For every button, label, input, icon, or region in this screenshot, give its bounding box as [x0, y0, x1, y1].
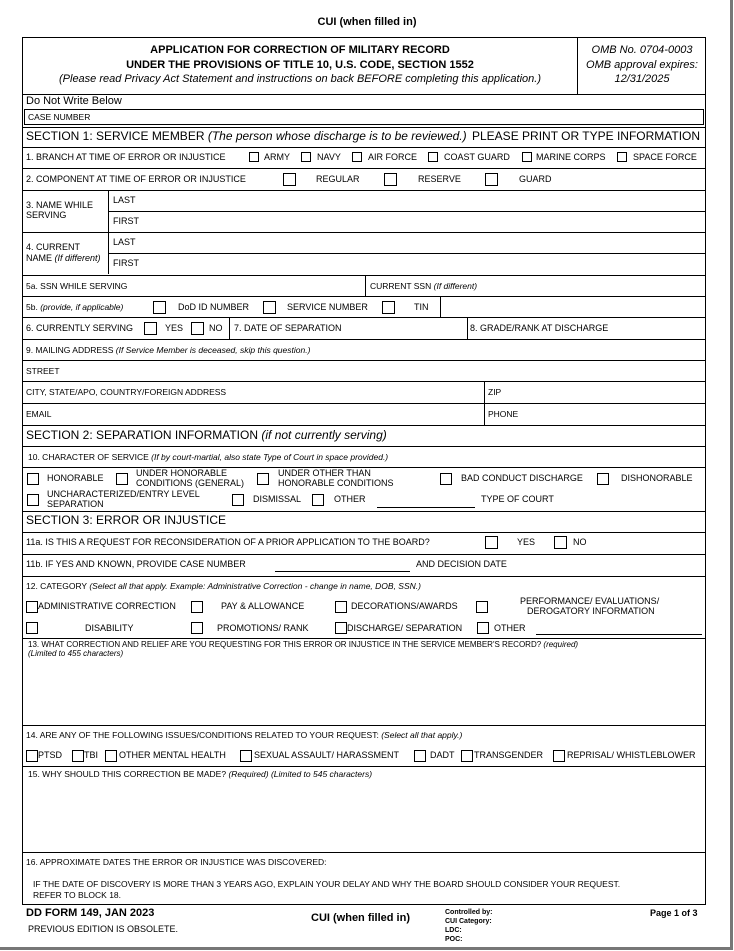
city-label: CITY, STATE/APO, COUNTRY/FOREIGN ADDRESS [26, 387, 227, 397]
q13-label: 13. WHAT CORRECTION AND RELIEF ARE YOU REQUESTING FOR THIS ERROR OR INJUSTICE IN THE SERVICE MEMBER'S RECORD? (required) [28, 640, 579, 649]
decision-date-label: AND DECISION DATE [416, 559, 507, 569]
reconsideration-no-checkbox[interactable] [554, 536, 567, 549]
promotions-label: PROMOTIONS/ RANK [217, 623, 309, 633]
dadt-label: DADT [430, 750, 455, 760]
reserve-label: RESERVE [418, 174, 461, 184]
q15-label: 15. WHY SHOULD THIS CORRECTION BE MADE? (Required) (Limited to 545 characters) [28, 769, 373, 779]
q11b-label: 11b. IF YES AND KNOWN, PROVIDE CASE NUMBER [26, 559, 246, 569]
marine-corps-checkbox[interactable] [522, 152, 532, 162]
page-number: Page 1 of 3 [650, 908, 698, 918]
uncharacterized-checkbox[interactable] [27, 494, 39, 506]
q4-label-2: NAME (If different) [26, 253, 101, 263]
q6-label: 6. CURRENTLY SERVING [26, 323, 134, 333]
cui-header: CUI (when filled in) [317, 16, 417, 28]
q16-instruction-2: REFER TO BLOCK 18. [33, 890, 122, 900]
q2-label: 2. COMPONENT AT TIME OF ERROR OR INJUSTICE [26, 174, 246, 184]
air-force-label: AIR FORCE [368, 152, 418, 162]
pay-checkbox[interactable] [191, 601, 203, 613]
q7-label: 7. DATE OF SEPARATION [234, 323, 342, 333]
do-not-write-label: Do Not Write Below [26, 95, 122, 107]
navy-label: NAVY [317, 152, 341, 162]
navy-checkbox[interactable] [301, 152, 311, 162]
q11a-label: 11a. IS THIS A REQUEST FOR RECONSIDERATION OF A PRIOR APPLICATION TO THE BOARD? [26, 537, 430, 547]
q3-first-input[interactable] [150, 212, 700, 231]
discharge-checkbox[interactable] [335, 622, 347, 634]
transgender-checkbox[interactable] [461, 750, 473, 762]
dadt-checkbox[interactable] [414, 750, 426, 762]
poc-label: POC: [445, 936, 463, 943]
q13-textarea[interactable] [26, 662, 702, 722]
dismissal-checkbox[interactable] [232, 494, 244, 506]
form-title-2: UNDER THE PROVISIONS OF TITLE 10, U.S. CODE, SECTION 1552 [126, 59, 474, 71]
q16-label: 16. APPROXIMATE DATES THE ERROR OR INJUSTICE WAS DISCOVERED: [26, 857, 327, 867]
previous-edition: PREVIOUS EDITION IS OBSOLETE. [28, 924, 179, 934]
other-char-checkbox[interactable] [312, 494, 324, 506]
coast-guard-checkbox[interactable] [428, 152, 438, 162]
other-char-line [377, 507, 475, 508]
dishonorable-label: DISHONORABLE [621, 473, 693, 483]
q8-label: 8. GRADE/RANK AT DISCHARGE [470, 323, 609, 333]
reprisal-label: REPRISAL/ WHISTLEBLOWER [567, 750, 696, 760]
discharge-label: DISCHARGE/ SEPARATION [347, 623, 463, 633]
pay-label: PAY & ALLOWANCE [221, 601, 305, 611]
bcd-label: BAD CONDUCT DISCHARGE [461, 473, 583, 483]
q14-label: 14. ARE ANY OF THE FOLLOWING ISSUES/CONDITIONS RELATED TO YOUR REQUEST: (Select all that apply.) [26, 730, 463, 740]
service-number-checkbox[interactable] [263, 301, 276, 314]
army-label: ARMY [264, 152, 291, 162]
omb-date: 12/31/2025 [614, 73, 670, 85]
tin-label: TIN [414, 302, 429, 312]
q15-textarea[interactable] [26, 782, 702, 850]
air-force-checkbox[interactable] [352, 152, 362, 162]
coast-guard-label: COAST GUARD [444, 152, 510, 162]
bcd-checkbox[interactable] [440, 473, 452, 485]
court-type-label: TYPE OF COURT [481, 494, 554, 504]
q1-label: 1. BRANCH AT TIME OF ERROR OR INJUSTICE [26, 152, 226, 162]
q3-label-1: 3. NAME WHILE [26, 200, 94, 210]
marine-corps-label: MARINE CORPS [536, 152, 606, 162]
dod-id-checkbox[interactable] [153, 301, 166, 314]
general-label-2: CONDITIONS (GENERAL) [136, 478, 245, 488]
other-char-label: OTHER [334, 494, 366, 504]
reconsideration-yes-label: YES [517, 537, 536, 547]
q3-label-2: SERVING [26, 210, 67, 220]
sexual-assault-checkbox[interactable] [240, 750, 252, 762]
oth-label-1: UNDER OTHER THAN [278, 468, 371, 478]
zip-label: ZIP [488, 387, 502, 397]
serving-no-label: NO [209, 323, 223, 333]
dod-id-label: DoD ID NUMBER [178, 302, 250, 312]
general-checkbox[interactable] [116, 473, 128, 485]
q5b-label: 5b. (provide, if applicable) [26, 302, 124, 312]
admin-correction-label: ADMINISTRATIVE CORRECTION [38, 601, 176, 611]
street-label: STREET [26, 366, 60, 376]
uncharacterized-label-1: UNCHARACTERIZED/ENTRY LEVEL [47, 489, 200, 499]
regular-label: REGULAR [316, 174, 360, 184]
other-mental-health-label: OTHER MENTAL HEALTH [119, 750, 226, 760]
q4-label-1: 4. CURRENT [26, 242, 81, 252]
oth-label-2: HONORABLE CONDITIONS [278, 478, 394, 488]
guard-checkbox[interactable] [485, 173, 498, 186]
oth-checkbox[interactable] [257, 473, 269, 485]
other-category-line [536, 634, 702, 635]
guard-label: GUARD [519, 174, 552, 184]
uncharacterized-label-2: SEPARATION [47, 499, 104, 509]
section3-title: SECTION 3: ERROR OR INJUSTICE [26, 513, 227, 527]
form-subtitle: (Please read Privacy Act Statement and instructions on back BEFORE completing this application.) [59, 73, 541, 85]
section1-print-note: PLEASE PRINT OR TYPE INFORMATION [472, 129, 701, 143]
cui-category: CUI Category: [445, 918, 492, 925]
sexual-assault-label: SEXUAL ASSAULT/ HARASSMENT [254, 750, 400, 760]
reserve-checkbox[interactable] [384, 173, 397, 186]
q4-last-label: LAST [113, 237, 136, 247]
performance-label-2: DEROGATORY INFORMATION [527, 606, 655, 616]
q12-label: 12. CATEGORY (Select all that apply. Example: Administrative Correction - change in name, DOB, SSN.) [26, 581, 421, 591]
promotions-checkbox[interactable] [191, 622, 203, 634]
decorations-checkbox[interactable] [335, 601, 347, 613]
ptsd-checkbox[interactable] [26, 750, 38, 762]
reprisal-checkbox[interactable] [553, 750, 565, 762]
q3-last-input[interactable] [150, 191, 700, 210]
disability-checkbox[interactable] [26, 622, 38, 634]
ptsd-label: PTSD [38, 750, 63, 760]
q4-last-input[interactable] [150, 233, 700, 252]
case-number-line [275, 571, 410, 572]
omb-expires: OMB approval expires: [586, 59, 698, 71]
case-number-field [24, 109, 704, 125]
form-number: DD FORM 149, JAN 2023 [26, 907, 155, 919]
general-label-1: UNDER HONORABLE [136, 468, 228, 478]
reconsideration-yes-checkbox[interactable] [485, 536, 498, 549]
case-number-label: CASE NUMBER [28, 112, 91, 122]
honorable-label: HONORABLE [47, 473, 104, 483]
honorable-checkbox[interactable] [27, 473, 39, 485]
q4-first-input[interactable] [150, 254, 700, 273]
service-number-label: SERVICE NUMBER [287, 302, 368, 312]
q4-first-label: FIRST [113, 258, 139, 268]
ldc-label: LDC: [445, 927, 462, 934]
q16-instruction-1: IF THE DATE OF DISCOVERY IS MORE THAN 3 YEARS AGO, EXPLAIN YOUR DELAY AND WHY THE BOARD SHOULD CONSIDER YOUR REQUEST. [33, 879, 621, 889]
q13-limit: (Limited to 455 characters) [28, 649, 124, 658]
dismissal-label: DISMISSAL [253, 494, 302, 504]
tbi-label: TBI [84, 750, 99, 760]
q9-label: 9. MAILING ADDRESS (If Service Member is deceased, skip this question.) [26, 345, 311, 355]
email-label: EMAIL [26, 409, 52, 419]
other-category-label: OTHER [494, 623, 526, 633]
omb-number: OMB No. 0704-0003 [591, 44, 693, 56]
tin-checkbox[interactable] [382, 301, 395, 314]
q10-label: 10. CHARACTER OF SERVICE (If by court-martial, also state Type of Court in space provided.) [28, 452, 389, 462]
dishonorable-checkbox[interactable] [597, 473, 609, 485]
phone-label: PHONE [488, 409, 519, 419]
army-checkbox[interactable] [249, 152, 259, 162]
cui-footer: CUI (when filled in) [311, 912, 410, 924]
reconsideration-no-label: NO [573, 537, 587, 547]
q3-first-label: FIRST [113, 216, 139, 226]
section2-title: SECTION 2: SEPARATION INFORMATION (if not currently serving) [26, 428, 387, 442]
disability-label: DISABILITY [85, 623, 134, 633]
serving-no-checkbox[interactable] [191, 322, 204, 335]
section1-title: SECTION 1: SERVICE MEMBER (The person whose discharge is to be reviewed.) [26, 129, 467, 143]
transgender-label: TRANSGENDER [474, 750, 544, 760]
serving-yes-label: YES [165, 323, 184, 333]
decorations-label: DECORATIONS/AWARDS [351, 601, 458, 611]
other-category-checkbox[interactable] [477, 622, 489, 634]
serving-yes-checkbox[interactable] [144, 322, 157, 335]
performance-checkbox[interactable] [476, 601, 488, 613]
q3-last-label: LAST [113, 195, 136, 205]
current-ssn-label: CURRENT SSN (If different) [370, 281, 478, 291]
form-title-1: APPLICATION FOR CORRECTION OF MILITARY RECORD [150, 44, 450, 56]
performance-label-1: PERFORMANCE/ EVALUATIONS/ [520, 596, 660, 606]
other-mental-health-checkbox[interactable] [105, 750, 117, 762]
q5a-label: 5a. SSN WHILE SERVING [26, 281, 128, 291]
controlled-by: Controlled by: [445, 909, 493, 916]
space-force-label: SPACE FORCE [633, 152, 697, 162]
space-force-checkbox[interactable] [617, 152, 627, 162]
regular-checkbox[interactable] [283, 173, 296, 186]
admin-correction-checkbox[interactable] [26, 601, 38, 613]
tbi-checkbox[interactable] [72, 750, 84, 762]
